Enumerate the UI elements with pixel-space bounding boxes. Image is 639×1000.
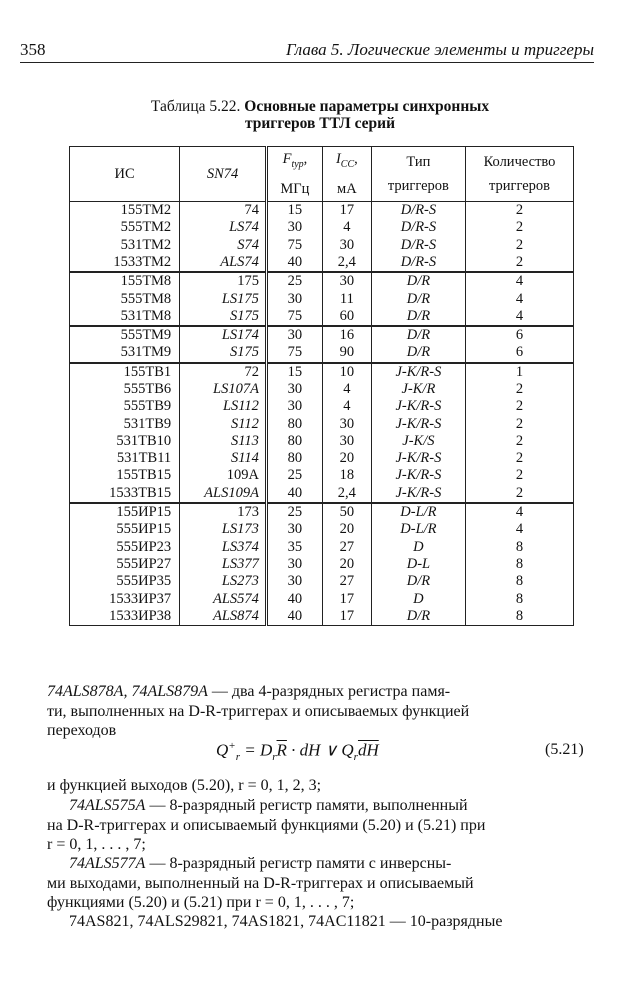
cell-sn74 bbox=[180, 521, 267, 538]
cell-trigger-count: 8 bbox=[466, 556, 574, 573]
cell-ic: 155ТВ15 bbox=[70, 467, 180, 484]
cell-trigger-type: D/R bbox=[371, 573, 465, 590]
cell-sn74 bbox=[180, 381, 267, 398]
cell-current: 30 bbox=[322, 236, 371, 253]
cell-current: 17 bbox=[322, 608, 371, 626]
cell-sn74 bbox=[180, 290, 267, 307]
equation-number: (5.21) bbox=[545, 741, 584, 758]
table-row bbox=[70, 398, 574, 415]
cell-trigger-count: 8 bbox=[466, 608, 574, 626]
cell-ic: 1533ИР37 bbox=[70, 590, 180, 607]
table-row bbox=[70, 236, 574, 253]
p3-line2: на D-R-триггерах и описываемый функциями (5.20) и (5.21) при bbox=[47, 816, 486, 834]
cell-sn74 bbox=[180, 236, 267, 253]
p1-line2: ти, выполненных на D-R-триггерах и описываемых функцией bbox=[47, 702, 470, 720]
cell-trigger-type: J-K/R-S bbox=[371, 485, 465, 503]
p1-code: 74ALS878A, 74ALS879A bbox=[47, 683, 208, 700]
cell-frequency: 80 bbox=[266, 415, 322, 432]
page-number: 358 bbox=[20, 40, 46, 59]
cell-frequency: 25 bbox=[266, 503, 322, 521]
sn74-value: S74 bbox=[237, 236, 259, 253]
cell-current: 16 bbox=[322, 326, 371, 344]
cell-trigger-type: J-K/R-S bbox=[371, 398, 465, 415]
cell-current: 27 bbox=[322, 573, 371, 590]
running-header bbox=[20, 38, 594, 62]
parameters-table bbox=[69, 146, 574, 626]
cell-trigger-type: D/R-S bbox=[371, 201, 465, 219]
cell-trigger-type: D/R-S bbox=[371, 236, 465, 253]
cell-trigger-count: 4 bbox=[466, 272, 574, 290]
table-row bbox=[70, 539, 574, 556]
cell-frequency: 35 bbox=[266, 539, 322, 556]
table-row bbox=[70, 219, 574, 236]
cell-ic: 1533ТВ15 bbox=[70, 485, 180, 503]
cell-trigger-type: D bbox=[371, 590, 465, 607]
cell-current: 4 bbox=[322, 381, 371, 398]
cell-trigger-count: 2 bbox=[466, 415, 574, 432]
p4-code: 74ALS577A bbox=[69, 855, 146, 872]
table-row bbox=[70, 467, 574, 484]
cell-sn74 bbox=[180, 254, 267, 272]
cell-trigger-count: 2 bbox=[466, 433, 574, 450]
cell-trigger-type: D/R-S bbox=[371, 254, 465, 272]
cell-sn74 bbox=[180, 326, 267, 344]
sn74-value: 72 bbox=[244, 363, 259, 380]
cell-sn74 bbox=[180, 272, 267, 290]
f-symbol: F bbox=[282, 151, 292, 167]
cell-frequency: 30 bbox=[266, 290, 322, 307]
type-label-1: Тип bbox=[406, 153, 431, 170]
p1-line3: переходов bbox=[47, 722, 117, 739]
cell-sn74 bbox=[180, 363, 267, 381]
cell-ic: 555ТМ9 bbox=[70, 326, 180, 344]
table-row bbox=[70, 521, 574, 538]
table-caption bbox=[60, 98, 580, 132]
cell-ic: 555ТВ9 bbox=[70, 398, 180, 415]
cell-frequency: 25 bbox=[266, 467, 322, 484]
cell-sn74 bbox=[180, 308, 267, 326]
cell-frequency: 30 bbox=[266, 326, 322, 344]
cell-ic: 531ТМ8 bbox=[70, 308, 180, 326]
table-row bbox=[70, 272, 574, 290]
col-header-ic: ИС bbox=[70, 147, 180, 202]
cell-trigger-count: 2 bbox=[466, 485, 574, 503]
cell-sn74 bbox=[180, 539, 267, 556]
table-row bbox=[70, 485, 574, 503]
cell-sn74 bbox=[180, 219, 267, 236]
f-subscript: typ bbox=[291, 158, 304, 170]
cell-ic: 555ИР23 bbox=[70, 539, 180, 556]
paragraph-74als577a bbox=[47, 854, 594, 913]
sn74-value: LS74 bbox=[229, 219, 259, 236]
formula-5-21: $Q^+_r = D_r\overline{R}$ · dH ∨ $Q_r\overline{dH}$ bbox=[216, 740, 379, 764]
cell-frequency: 30 bbox=[266, 521, 322, 538]
p3-line1: — 8-разрядный регистр памяти, выполненный bbox=[145, 797, 468, 814]
cell-current: 2,4 bbox=[322, 485, 371, 503]
cell-current: 30 bbox=[322, 272, 371, 290]
sn74-value: LS107A bbox=[213, 381, 259, 397]
count-label-2: триггеров bbox=[489, 177, 551, 194]
type-label-2: триггеров bbox=[387, 177, 449, 194]
cell-sn74 bbox=[180, 433, 267, 450]
cell-sn74 bbox=[180, 415, 267, 432]
cell-ic: 555ИР35 bbox=[70, 573, 180, 590]
table-row bbox=[70, 590, 574, 607]
table-row bbox=[70, 503, 574, 521]
sn74-value: 109A bbox=[226, 467, 259, 484]
cell-trigger-type: D bbox=[371, 539, 465, 556]
sn74-value: 74 bbox=[244, 202, 259, 219]
sn74-value: LS273 bbox=[221, 573, 259, 590]
sn74-value: ALS74 bbox=[220, 253, 259, 270]
cell-current: 27 bbox=[322, 539, 371, 556]
cell-sn74 bbox=[180, 590, 267, 607]
cell-ic: 555ИР27 bbox=[70, 556, 180, 573]
caption-title-line1: Основные параметры синхронных bbox=[244, 98, 490, 115]
cell-trigger-count: 8 bbox=[466, 590, 574, 607]
cell-trigger-count: 4 bbox=[466, 503, 574, 521]
cell-current: 11 bbox=[322, 290, 371, 307]
p3-line3: r = 0, 1, . . . , 7; bbox=[47, 836, 146, 853]
cell-trigger-type: J-K/R-S bbox=[371, 467, 465, 484]
cell-trigger-type: D/R bbox=[371, 344, 465, 362]
table-row bbox=[70, 381, 574, 398]
cell-trigger-type: D/R bbox=[371, 326, 465, 344]
cell-sn74 bbox=[180, 573, 267, 590]
table-header-row bbox=[70, 147, 574, 202]
sn74-value: ALS874 bbox=[213, 607, 259, 624]
cell-trigger-type: J-K/R-S bbox=[371, 415, 465, 432]
cell-frequency: 40 bbox=[266, 590, 322, 607]
cell-ic: 555ТМ8 bbox=[70, 290, 180, 307]
cell-frequency: 30 bbox=[266, 573, 322, 590]
cell-current: 30 bbox=[322, 433, 371, 450]
table-row bbox=[70, 308, 574, 326]
paragraph-74als878a bbox=[47, 682, 594, 741]
paragraph-74als575a bbox=[47, 796, 594, 855]
cell-frequency: 75 bbox=[266, 308, 322, 326]
sn74-value: LS175 bbox=[221, 290, 259, 307]
table-body bbox=[70, 201, 574, 625]
cell-trigger-type: D/R bbox=[371, 272, 465, 290]
cell-current: 18 bbox=[322, 467, 371, 484]
cell-frequency: 15 bbox=[266, 201, 322, 219]
table-row bbox=[70, 254, 574, 272]
cell-ic: 1533ИР38 bbox=[70, 608, 180, 626]
cell-frequency: 80 bbox=[266, 433, 322, 450]
sn74-value: S175 bbox=[229, 344, 259, 361]
cell-ic: 531ТВ10 bbox=[70, 433, 180, 450]
cell-trigger-count: 6 bbox=[466, 344, 574, 362]
cell-trigger-count: 2 bbox=[466, 381, 574, 398]
cell-trigger-type: D/R-S bbox=[371, 219, 465, 236]
cell-current: 20 bbox=[322, 521, 371, 538]
cell-current: 20 bbox=[322, 450, 371, 467]
cell-trigger-count: 2 bbox=[466, 450, 574, 467]
sn74-value: 173 bbox=[237, 504, 259, 521]
cell-trigger-count: 4 bbox=[466, 290, 574, 307]
cell-trigger-count: 8 bbox=[466, 539, 574, 556]
p1-line1: — два 4-разрядных регистра памя- bbox=[207, 683, 451, 700]
table-row bbox=[70, 326, 574, 344]
cell-frequency: 75 bbox=[266, 344, 322, 362]
cell-current: 30 bbox=[322, 415, 371, 432]
cell-current: 20 bbox=[322, 556, 371, 573]
paragraph-74as821 bbox=[47, 912, 594, 932]
cell-sn74 bbox=[180, 344, 267, 362]
table-row bbox=[70, 556, 574, 573]
p4-line3: функциями (5.20) и (5.21) при r = 0, 1, . . . , 7; bbox=[47, 894, 355, 911]
caption-title-line2: триггеров ТТЛ серий bbox=[244, 115, 396, 132]
f-unit: МГц bbox=[280, 180, 310, 197]
cell-frequency: 80 bbox=[266, 450, 322, 467]
col-header-sn74 bbox=[180, 147, 267, 202]
cell-sn74 bbox=[180, 503, 267, 521]
cell-frequency: 30 bbox=[266, 381, 322, 398]
cell-sn74 bbox=[180, 398, 267, 415]
cell-ic: 155ТМ8 bbox=[70, 272, 180, 290]
sn74-value: LS173 bbox=[221, 521, 259, 538]
cell-sn74 bbox=[180, 485, 267, 503]
p3-code: 74ALS575A bbox=[69, 797, 146, 814]
sn74-value: ALS109A bbox=[204, 484, 259, 501]
cell-trigger-type: D/R bbox=[371, 290, 465, 307]
cell-current: 2,4 bbox=[322, 254, 371, 272]
table-row bbox=[70, 450, 574, 467]
cell-trigger-type: D-L/R bbox=[371, 503, 465, 521]
cell-frequency: 40 bbox=[266, 485, 322, 503]
cell-ic: 155ИР15 bbox=[70, 503, 180, 521]
col-header-current: $I_{CC}$, мА bbox=[322, 147, 371, 202]
header-rule bbox=[20, 62, 594, 63]
i-symbol: I bbox=[335, 151, 341, 167]
cell-trigger-count: 8 bbox=[466, 573, 574, 590]
sn74-value: S113 bbox=[231, 432, 259, 449]
paragraph-output-functions bbox=[47, 776, 594, 796]
table-row bbox=[70, 433, 574, 450]
cell-frequency: 30 bbox=[266, 219, 322, 236]
col-header-count bbox=[466, 147, 574, 202]
cell-trigger-type: D-L/R bbox=[371, 521, 465, 538]
caption-prefix: Таблица 5.22. bbox=[150, 98, 241, 115]
cell-frequency: 40 bbox=[266, 254, 322, 272]
sn74-value: LS377 bbox=[221, 555, 259, 572]
cell-current: 10 bbox=[322, 363, 371, 381]
cell-current: 17 bbox=[322, 201, 371, 219]
cell-ic: 555ТМ2 bbox=[70, 219, 180, 236]
cell-sn74 bbox=[180, 201, 267, 219]
cell-frequency: 15 bbox=[266, 363, 322, 381]
sn74-value: S175 bbox=[229, 307, 259, 324]
table-row bbox=[70, 573, 574, 590]
cell-trigger-count: 4 bbox=[466, 308, 574, 326]
p2-text: и функцией выходов (5.20), r = 0, 1, 2, 3; bbox=[47, 777, 322, 794]
cell-current: 4 bbox=[322, 398, 371, 415]
p4-line1: — 8-разрядный регистр памяти с инверсны- bbox=[145, 855, 452, 872]
cell-frequency: 25 bbox=[266, 272, 322, 290]
cell-current: 50 bbox=[322, 503, 371, 521]
sn74-value: ALS574 bbox=[213, 590, 259, 607]
cell-ic: 531ТВ9 bbox=[70, 415, 180, 432]
cell-sn74 bbox=[180, 608, 267, 626]
cell-frequency: 30 bbox=[266, 556, 322, 573]
cell-current: 90 bbox=[322, 344, 371, 362]
cell-ic: 531ТВ11 bbox=[70, 450, 180, 467]
sn74-value: LS112 bbox=[222, 398, 259, 415]
cell-trigger-type: J-K/R-S bbox=[371, 363, 465, 381]
cell-trigger-type: D-L bbox=[371, 556, 465, 573]
p4-line2: ми выходами, выполненный на D-R-триггерах и описываемый bbox=[47, 874, 474, 892]
cell-trigger-type: D/R bbox=[371, 608, 465, 626]
sn74-value: LS174 bbox=[221, 327, 259, 344]
table-row bbox=[70, 290, 574, 307]
chapter-title: Глава 5. Логические элементы и триггеры bbox=[285, 40, 594, 59]
cell-ic: 531ТМ9 bbox=[70, 344, 180, 362]
table-row bbox=[70, 608, 574, 626]
i-unit: мА bbox=[337, 180, 357, 197]
sn74-value: S112 bbox=[231, 415, 259, 432]
cell-current: 60 bbox=[322, 308, 371, 326]
cell-trigger-type: J-K/R-S bbox=[371, 450, 465, 467]
cell-ic: 1533ТМ2 bbox=[70, 254, 180, 272]
cell-ic: 555ТВ6 bbox=[70, 381, 180, 398]
cell-trigger-count: 2 bbox=[466, 398, 574, 415]
cell-ic: 555ИР15 bbox=[70, 521, 180, 538]
cell-trigger-count: 6 bbox=[466, 326, 574, 344]
cell-ic: 155ТМ2 bbox=[70, 201, 180, 219]
sn74-value: S114 bbox=[231, 450, 259, 467]
cell-trigger-count: 2 bbox=[466, 219, 574, 236]
sn74-value: 175 bbox=[237, 273, 259, 290]
cell-frequency: 75 bbox=[266, 236, 322, 253]
cell-trigger-type: J-K/S bbox=[371, 433, 465, 450]
cell-sn74 bbox=[180, 556, 267, 573]
cell-trigger-count: 2 bbox=[466, 201, 574, 219]
cell-trigger-count: 1 bbox=[466, 363, 574, 381]
cell-trigger-type: J-K/R bbox=[371, 381, 465, 398]
col-header-type bbox=[371, 147, 465, 202]
table-row bbox=[70, 415, 574, 432]
cell-current: 17 bbox=[322, 590, 371, 607]
table-row bbox=[70, 344, 574, 362]
cell-current: 4 bbox=[322, 219, 371, 236]
sn74-label: SN74 bbox=[206, 165, 239, 182]
table-row bbox=[70, 363, 574, 381]
cell-frequency: 40 bbox=[266, 608, 322, 626]
cell-sn74 bbox=[180, 450, 267, 467]
count-label-1: Количество bbox=[483, 153, 556, 170]
cell-ic: 155ТВ1 bbox=[70, 363, 180, 381]
cell-trigger-type: D/R bbox=[371, 308, 465, 326]
table-row bbox=[70, 201, 574, 219]
cell-trigger-count: 2 bbox=[466, 236, 574, 253]
p5-text: 74AS821, 74ALS29821, 74AS1821, 74AC11821 — 10-разрядные bbox=[69, 913, 503, 930]
cell-trigger-count: 2 bbox=[466, 254, 574, 272]
cell-trigger-count: 2 bbox=[466, 467, 574, 484]
sn74-value: LS374 bbox=[221, 538, 259, 555]
cell-frequency: 30 bbox=[266, 398, 322, 415]
col-header-frequency: $F_{typ}$, МГц bbox=[266, 147, 322, 202]
i-subscript: CC bbox=[340, 158, 355, 170]
cell-ic: 531ТМ2 bbox=[70, 236, 180, 253]
cell-sn74 bbox=[180, 467, 267, 484]
cell-trigger-count: 4 bbox=[466, 521, 574, 538]
